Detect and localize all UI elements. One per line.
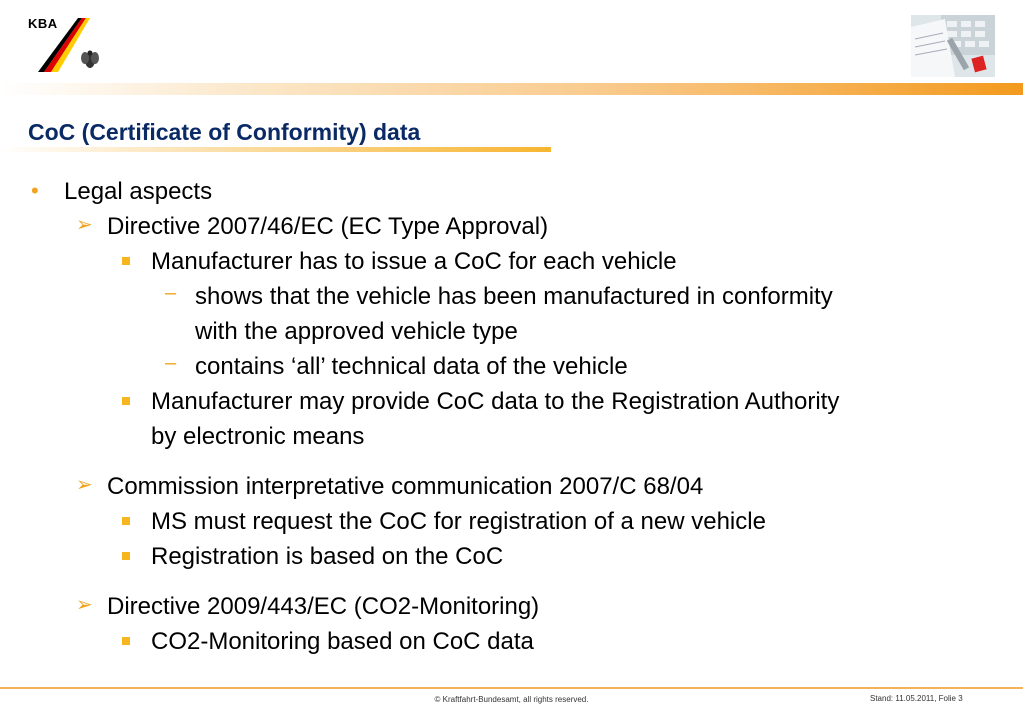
footer-rule xyxy=(0,687,1023,689)
footer-copyright: © Kraftfahrt-Bundesamt, all rights reserved. xyxy=(434,695,589,704)
bullet-directive-2007-46: Directive 2007/46/EC (EC Type Approval) xyxy=(107,213,549,240)
bullet-provide-coc-line1: Manufacturer may provide CoC data to the Registration Authority xyxy=(151,388,840,415)
header-band xyxy=(0,83,1023,95)
bullet-provide-coc-line2: by electronic means xyxy=(151,423,365,450)
header-photo xyxy=(911,15,995,77)
square-bullet-icon xyxy=(122,552,130,560)
dash-bullet-icon: – xyxy=(165,352,177,374)
bullet-issue-coc: Manufacturer has to issue a CoC for each vehicle xyxy=(151,248,677,275)
title-underline xyxy=(0,147,551,152)
square-bullet-icon xyxy=(122,517,130,525)
kba-logo xyxy=(20,10,120,76)
bullet-contains-data: contains ‘all’ technical data of the vehicle xyxy=(195,353,628,380)
bullet-directive-2009-443: Directive 2009/443/EC (CO2-Monitoring) xyxy=(107,593,540,620)
square-bullet-icon xyxy=(122,637,130,645)
square-bullet-icon xyxy=(122,257,130,265)
bullet-shows-conformity-line1: shows that the vehicle has been manufactured in conformity xyxy=(195,283,833,310)
eagle-icon xyxy=(81,51,99,69)
bullet-dot-icon: • xyxy=(31,178,39,203)
footer-stand: Stand: 11.05.2011, Folie 3 xyxy=(870,694,963,703)
bullet-legal-aspects: Legal aspects xyxy=(64,178,213,205)
bullet-commission-communication: Commission interpretative communication 2007/C 68/04 xyxy=(107,473,704,500)
bullet-shows-conformity-line2: with the approved vehicle type xyxy=(195,318,518,345)
bullet-registration-based: Registration is based on the CoC xyxy=(151,543,504,570)
bullet-co2-monitoring: CO2-Monitoring based on CoC data xyxy=(151,628,534,655)
square-bullet-icon xyxy=(122,397,130,405)
dash-bullet-icon: – xyxy=(165,282,177,304)
slide-title: CoC (Certificate of Conformity) data xyxy=(28,119,421,145)
arrow-bullet-icon: ➢ xyxy=(76,474,93,496)
bullet-ms-request: MS must request the CoC for registration of a new vehicle xyxy=(151,508,766,535)
arrow-bullet-icon: ➢ xyxy=(76,214,93,236)
arrow-bullet-icon: ➢ xyxy=(76,594,93,616)
logo-text: KBA xyxy=(28,16,58,31)
